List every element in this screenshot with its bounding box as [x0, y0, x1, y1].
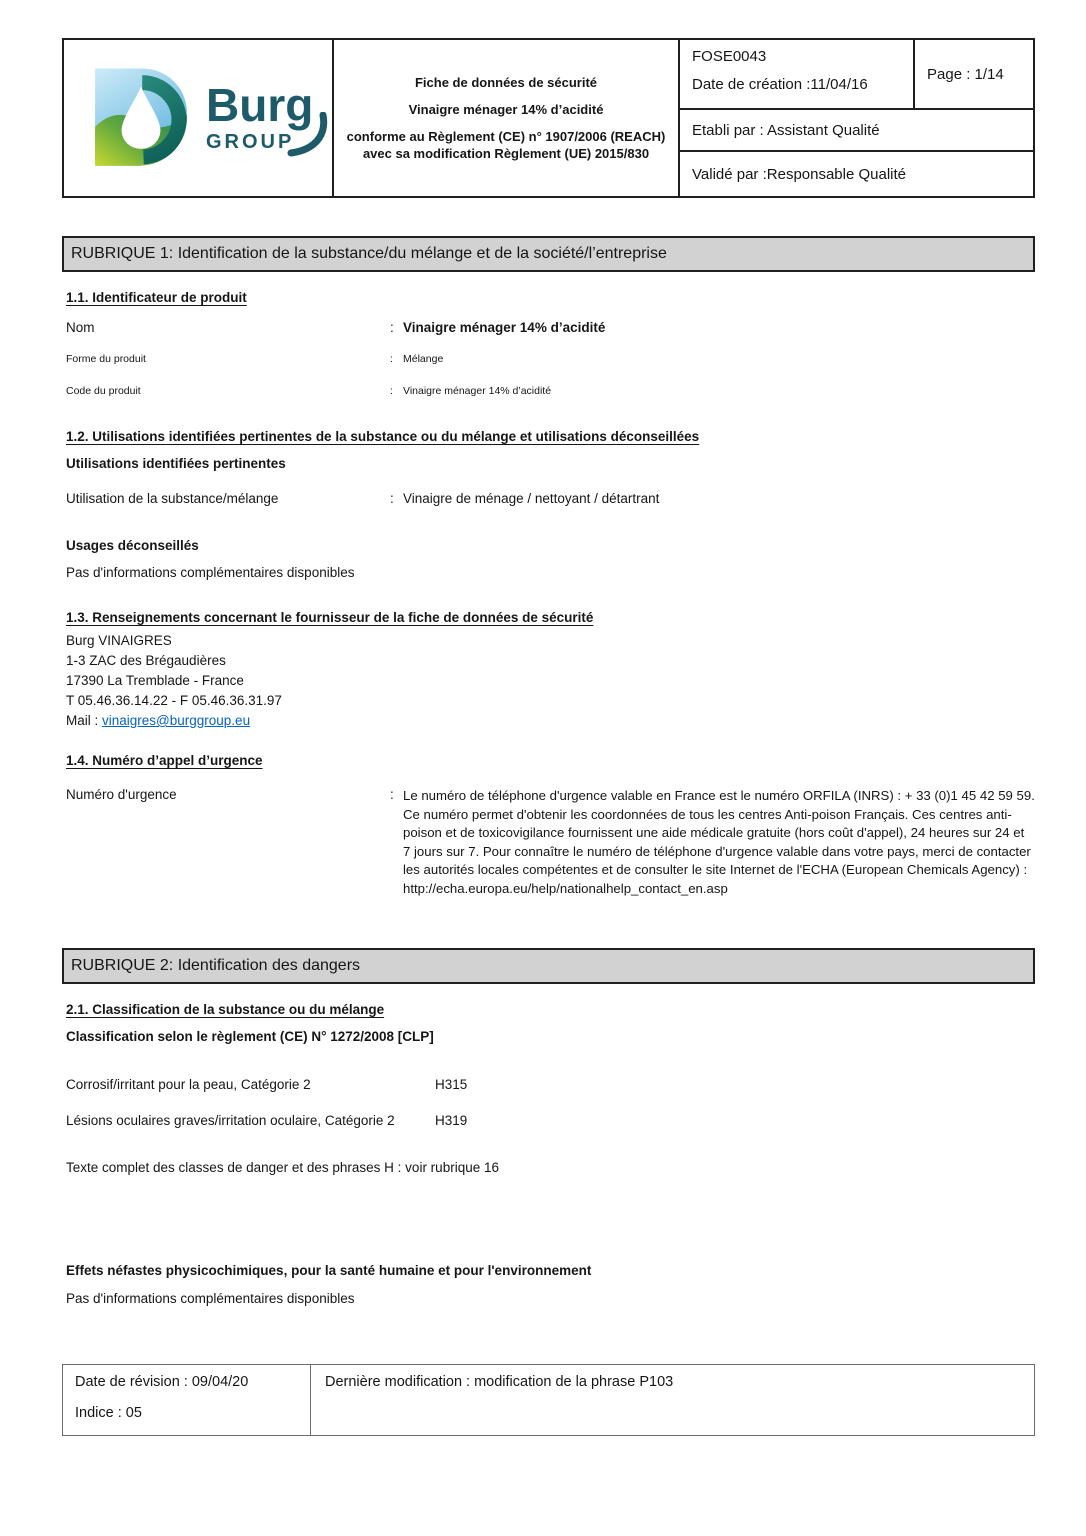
- product-form-value: Mélange: [403, 353, 444, 365]
- emergency-text: Le numéro de téléphone d'urgence valable en France est le numéro ORFILA (INRS) : + 33 (0)1 45 42 59 59. Ce numéro permet d'obtenir les coordonnées de tous les centres Anti-poison Français. Ces centres anti-poison et de toxicovigilance fournissent une aide médicale gratuite (hors coût d'appel), 24 heures sur 24 et 7 jours sur 7. Pour connaître le numéro de téléphone d'urgence valable dans votre pays, merci de contacter les autorités locales compétentes et de consulter le site Internet de l'ECHA (European Chemicals Agency) :: [403, 788, 1035, 878]
- supplier-email-link[interactable]: vinaigres@burggroup.eu: [102, 713, 251, 728]
- doc-regulation: conforme au Règlement (CE) n° 1907/2006 (REACH) avec sa modification Règlement (UE) 2015/830: [346, 129, 666, 161]
- validated-by: Validé par :Responsable Qualité: [692, 165, 907, 183]
- section-1-4-title: 1.4. Numéro d’appel d’urgence: [66, 753, 263, 768]
- doc-reference-cell: [680, 40, 913, 108]
- supplier-address-line2: 17390 La Tremblade - France: [66, 673, 244, 688]
- separator: :: [390, 491, 394, 506]
- product-name-value: Vinaigre ménager 14% d’acidité: [403, 320, 606, 335]
- product-code-label: Code du produit: [66, 385, 141, 397]
- hazard-class-label: Lésions oculaires graves/irritation oculaire, Catégorie 2: [66, 1113, 395, 1128]
- product-form-label: Forme du produit: [66, 353, 146, 365]
- supplier-name: Burg VINAIGRES: [66, 633, 172, 648]
- supplier-mail-line: [66, 711, 282, 731]
- product-code-value: Vinaigre ménager 14% d’acidité: [403, 385, 552, 397]
- header-table: [62, 38, 1035, 198]
- section-1-3-title: 1.3. Renseignements concernant le fournisseur de la fiche de données de sécurité: [66, 610, 594, 625]
- clp-classification-subtitle: Classification selon le règlement (CE) N° 1272/2008 [CLP]: [66, 1029, 434, 1044]
- product-name-row: [66, 320, 1012, 335]
- doc-product-title: Vinaigre ménager 14% d’acidité: [408, 102, 604, 117]
- emergency-number-text: [403, 787, 1035, 899]
- section-2-1-title: 2.1. Classification de la substance ou du mélange: [66, 1002, 385, 1017]
- echa-url-text: http://echa.europa.eu/help/nationalhelp_contact_en.asp: [403, 880, 728, 896]
- revision-footer-table: [62, 1364, 1035, 1436]
- company-logo: [64, 40, 332, 196]
- supplier-address-line1: 1-3 ZAC des Brégaudières: [66, 653, 226, 668]
- adverse-effects-subtitle: Effets néfastes physicochimiques, pour la santé humaine et pour l'environnement: [66, 1263, 592, 1278]
- rubrique-2-header: RUBRIQUE 2: Identification des dangers: [62, 948, 1035, 984]
- hazard-class-label: Corrosif/irritant pour la peau, Catégorie 2: [66, 1077, 311, 1092]
- supplier-info-block: [66, 631, 282, 731]
- emergency-number-row: [66, 787, 1035, 899]
- product-name-label: Nom: [66, 320, 95, 335]
- brand-block: [206, 79, 314, 154]
- brand-subname: GROUP: [206, 131, 295, 153]
- no-info-text: Pas d'informations complémentaires disponibles: [66, 565, 355, 580]
- mail-label: Mail :: [66, 713, 99, 728]
- established-by: Etabli par : Assistant Qualité: [680, 110, 1033, 152]
- page-number: Page : 1/14: [913, 40, 1033, 108]
- supplier-phone-fax: T 05.46.36.14.22 - F 05.46.36.31.97: [66, 693, 282, 708]
- hazard-code: H319: [435, 1113, 468, 1128]
- doc-title: Fiche de données de sécurité: [414, 75, 598, 90]
- section-1-1-title: 1.1. Identificateur de produit: [66, 290, 247, 305]
- creation-date: Date de création :11/04/16: [692, 76, 868, 93]
- identified-uses-subtitle: Utilisations identifiées pertinentes: [66, 456, 286, 471]
- revision-info-cell: [63, 1365, 311, 1435]
- substance-use-row: [66, 491, 1012, 506]
- burg-logo-icon: [88, 65, 194, 171]
- no-info-text: Pas d'informations complémentaires disponibles: [66, 1291, 355, 1306]
- product-code-row: [66, 385, 1012, 397]
- doc-title-block: [332, 40, 680, 196]
- last-modification-cell: [311, 1365, 1034, 1435]
- doc-code: FOSE0043: [692, 48, 767, 65]
- revision-index: Indice : 05: [75, 1405, 142, 1421]
- logo-swoosh-icon: [287, 112, 329, 158]
- section-1-2-title: 1.2. Utilisations identifiées pertinentes de la substance ou du mélange et utilisations déconseillées: [66, 429, 700, 444]
- product-form-row: [66, 353, 1012, 365]
- last-modification: Dernière modification : modification de la phrase P103: [325, 1374, 674, 1390]
- separator: :: [390, 385, 393, 397]
- substance-use-value: Vinaigre de ménage / nettoyant / détartrant: [403, 491, 660, 506]
- brand-name: Burg: [206, 79, 314, 131]
- hazard-full-text-note: Texte complet des classes de danger et des phrases H : voir rubrique 16: [66, 1160, 499, 1175]
- hazard-class-row: [66, 1077, 467, 1092]
- separator: :: [390, 353, 393, 365]
- hazard-class-row: [66, 1113, 467, 1128]
- emergency-number-label: Numéro d'urgence: [66, 787, 177, 802]
- separator: :: [390, 787, 394, 802]
- hazard-code: H315: [435, 1077, 468, 1092]
- revision-date: Date de révision : 09/04/20: [75, 1374, 249, 1390]
- substance-use-label: Utilisation de la substance/mélange: [66, 491, 279, 506]
- header-meta-block: [680, 40, 1033, 196]
- rubrique-1-header: RUBRIQUE 1: Identification de la substance/du mélange et de la société/l’entreprise: [62, 236, 1035, 272]
- separator: :: [390, 320, 394, 335]
- uses-advised-against-subtitle: Usages déconseillés: [66, 538, 199, 553]
